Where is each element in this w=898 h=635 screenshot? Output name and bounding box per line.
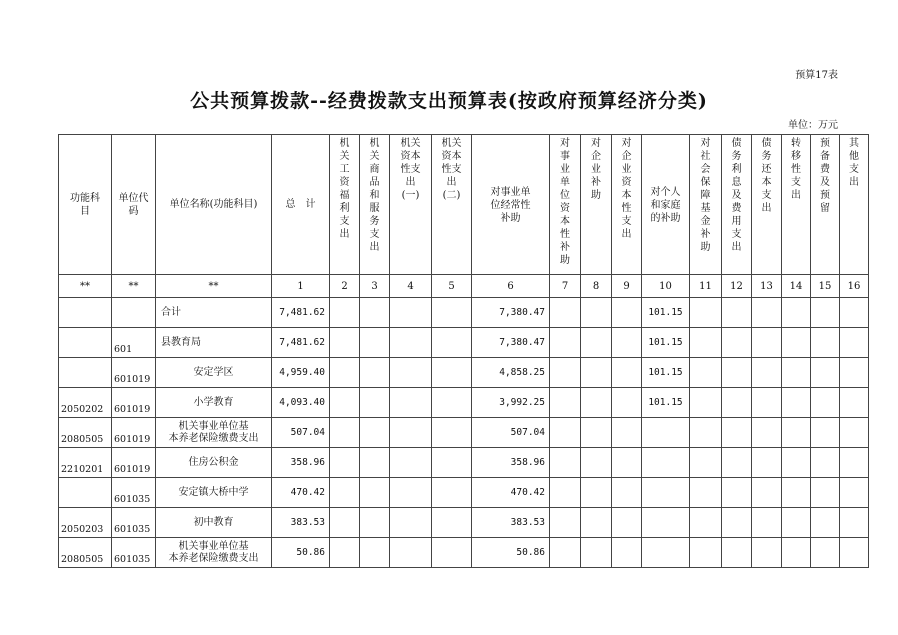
empty-cell — [782, 358, 811, 388]
empty-cell — [330, 478, 360, 508]
column-header: 转 移 性 支 出 — [782, 135, 811, 275]
table-row — [59, 448, 869, 478]
unit-code-cell: 601019 — [112, 448, 156, 478]
empty-cell — [690, 328, 722, 358]
column-header: 对事业单 位经常性 补助 — [472, 135, 550, 275]
empty-cell — [330, 358, 360, 388]
empty-cell — [722, 478, 752, 508]
total-cell: 7,481.62 — [272, 328, 330, 358]
index-cell: 2 — [330, 275, 360, 298]
empty-cell — [390, 538, 432, 568]
empty-cell — [550, 538, 581, 568]
col-10-cell — [642, 478, 690, 508]
empty-cell — [360, 478, 390, 508]
column-header: 债 务 还 本 支 出 — [752, 135, 782, 275]
col-10-cell: 101.15 — [642, 358, 690, 388]
empty-cell — [722, 358, 752, 388]
empty-cell — [550, 478, 581, 508]
unit-code-cell: 601019 — [112, 358, 156, 388]
empty-cell — [581, 358, 612, 388]
index-cell: 9 — [612, 275, 642, 298]
empty-cell — [432, 358, 472, 388]
column-header: 机 关 工 资 福 利 支 出 — [330, 135, 360, 275]
col-6-cell: 4,858.25 — [472, 358, 550, 388]
empty-cell — [390, 298, 432, 328]
col-6-cell: 383.53 — [472, 508, 550, 538]
empty-cell — [752, 388, 782, 418]
column-header: 机关 资本 性支 出 (二) — [432, 135, 472, 275]
function-code-cell — [59, 328, 112, 358]
index-cell: 7 — [550, 275, 581, 298]
unit-name-cell: 县教育局 — [156, 328, 272, 358]
function-code-cell — [59, 478, 112, 508]
table-row — [59, 478, 869, 508]
empty-cell — [782, 298, 811, 328]
empty-cell — [612, 508, 642, 538]
col-10-cell — [642, 538, 690, 568]
empty-cell — [550, 508, 581, 538]
empty-cell — [432, 448, 472, 478]
empty-cell — [360, 388, 390, 418]
empty-cell — [612, 478, 642, 508]
unit-name-cell: 住房公积金 — [156, 448, 272, 478]
col-6-cell: 3,992.25 — [472, 388, 550, 418]
col-10-cell: 101.15 — [642, 298, 690, 328]
col-10-cell — [642, 448, 690, 478]
empty-cell — [550, 448, 581, 478]
index-cell: 3 — [360, 275, 390, 298]
unit-name-cell: 机关事业单位基 本养老保险缴费支出 — [156, 418, 272, 448]
col-6-cell: 50.86 — [472, 538, 550, 568]
empty-cell — [840, 508, 869, 538]
empty-cell — [581, 388, 612, 418]
empty-cell — [752, 478, 782, 508]
function-code-cell: 2080505 — [59, 538, 112, 568]
index-cell: 12 — [722, 275, 752, 298]
empty-cell — [550, 328, 581, 358]
empty-cell — [360, 298, 390, 328]
empty-cell — [782, 508, 811, 538]
empty-cell — [550, 418, 581, 448]
unit-name-cell: 小学教育 — [156, 388, 272, 418]
page-title: 公共预算拨款--经费拨款支出预算表(按政府预算经济分类) — [190, 90, 708, 112]
empty-cell — [612, 388, 642, 418]
empty-cell — [330, 388, 360, 418]
function-code-cell: 2050202 — [59, 388, 112, 418]
table-row — [59, 358, 869, 388]
empty-cell — [840, 358, 869, 388]
empty-cell — [690, 298, 722, 328]
empty-cell — [840, 478, 869, 508]
empty-cell — [811, 328, 840, 358]
empty-cell — [390, 508, 432, 538]
function-code-cell — [59, 298, 112, 328]
empty-cell — [432, 388, 472, 418]
unit-name-cell: 安定学区 — [156, 358, 272, 388]
column-header: 总 计 — [272, 135, 330, 275]
index-cell: ** — [112, 275, 156, 298]
empty-cell — [330, 298, 360, 328]
index-cell: 4 — [390, 275, 432, 298]
empty-cell — [752, 418, 782, 448]
table-row — [59, 388, 869, 418]
empty-cell — [330, 418, 360, 448]
column-header: 预 备 费 及 预 留 — [811, 135, 840, 275]
unit-label: 单位：万元 — [788, 120, 838, 131]
unit-name-cell: 机关事业单位基 本养老保险缴费支出 — [156, 538, 272, 568]
empty-cell — [432, 328, 472, 358]
empty-cell — [612, 328, 642, 358]
column-header: 对 企 业 补 助 — [581, 135, 612, 275]
empty-cell — [840, 538, 869, 568]
empty-cell — [752, 298, 782, 328]
empty-cell — [330, 448, 360, 478]
empty-cell — [581, 478, 612, 508]
index-cell: 1 — [272, 275, 330, 298]
column-header: 机关 资本 性支 出 (一) — [390, 135, 432, 275]
empty-cell — [752, 538, 782, 568]
empty-cell — [432, 538, 472, 568]
unit-code-cell: 601019 — [112, 418, 156, 448]
empty-cell — [811, 388, 840, 418]
empty-cell — [690, 358, 722, 388]
col-6-cell: 507.04 — [472, 418, 550, 448]
empty-cell — [690, 388, 722, 418]
empty-cell — [811, 298, 840, 328]
empty-cell — [840, 298, 869, 328]
empty-cell — [811, 478, 840, 508]
empty-cell — [581, 448, 612, 478]
index-cell: ** — [59, 275, 112, 298]
empty-cell — [581, 418, 612, 448]
col-10-cell: 101.15 — [642, 328, 690, 358]
function-code-cell: 2210201 — [59, 448, 112, 478]
column-header: 单位代 码 — [112, 135, 156, 275]
total-cell: 4,093.40 — [272, 388, 330, 418]
empty-cell — [360, 418, 390, 448]
total-cell: 7,481.62 — [272, 298, 330, 328]
table-row — [59, 418, 869, 448]
table-row — [59, 538, 869, 568]
total-cell: 470.42 — [272, 478, 330, 508]
total-cell: 507.04 — [272, 418, 330, 448]
column-header: 其 他 支 出 — [840, 135, 869, 275]
empty-cell — [690, 508, 722, 538]
table-row — [59, 508, 869, 538]
empty-cell — [390, 388, 432, 418]
total-cell: 358.96 — [272, 448, 330, 478]
unit-code-cell: 601035 — [112, 478, 156, 508]
empty-cell — [722, 538, 752, 568]
empty-cell — [612, 538, 642, 568]
empty-cell — [722, 418, 752, 448]
empty-cell — [330, 538, 360, 568]
column-header: 对 社 会 保 障 基 金 补 助 — [690, 135, 722, 275]
function-code-cell: 2050203 — [59, 508, 112, 538]
index-cell: 6 — [472, 275, 550, 298]
empty-cell — [690, 418, 722, 448]
empty-cell — [390, 478, 432, 508]
form-number: 预算17表 — [795, 70, 838, 81]
column-header: 对 企 业 资 本 性 支 出 — [612, 135, 642, 275]
empty-cell — [752, 328, 782, 358]
empty-cell — [782, 478, 811, 508]
unit-name-cell: 安定镇大桥中学 — [156, 478, 272, 508]
unit-code-cell: 601 — [112, 328, 156, 358]
empty-cell — [840, 328, 869, 358]
column-header: 功能科 目 — [59, 135, 112, 275]
empty-cell — [752, 358, 782, 388]
index-cell: 10 — [642, 275, 690, 298]
empty-cell — [722, 388, 752, 418]
table-row — [59, 328, 869, 358]
empty-cell — [612, 358, 642, 388]
total-cell: 50.86 — [272, 538, 330, 568]
empty-cell — [722, 508, 752, 538]
empty-cell — [360, 328, 390, 358]
col-10-cell: 101.15 — [642, 388, 690, 418]
empty-cell — [690, 448, 722, 478]
empty-cell — [432, 478, 472, 508]
empty-cell — [782, 448, 811, 478]
empty-cell — [722, 298, 752, 328]
col-6-cell: 7,380.47 — [472, 298, 550, 328]
empty-cell — [811, 538, 840, 568]
empty-cell — [782, 538, 811, 568]
index-cell: 16 — [840, 275, 869, 298]
empty-cell — [581, 328, 612, 358]
col-10-cell — [642, 418, 690, 448]
table-row — [59, 298, 869, 328]
empty-cell — [432, 298, 472, 328]
empty-cell — [550, 388, 581, 418]
empty-cell — [581, 508, 612, 538]
empty-cell — [550, 298, 581, 328]
empty-cell — [782, 418, 811, 448]
index-row — [59, 275, 869, 298]
index-cell: ** — [156, 275, 272, 298]
budget-table — [58, 134, 869, 568]
function-code-cell: 2080505 — [59, 418, 112, 448]
empty-cell — [581, 538, 612, 568]
empty-cell — [360, 448, 390, 478]
unit-code-cell: 601035 — [112, 508, 156, 538]
column-header: 机 关 商 品 和 服 务 支 出 — [360, 135, 390, 275]
empty-cell — [811, 418, 840, 448]
col-10-cell — [642, 508, 690, 538]
index-cell: 5 — [432, 275, 472, 298]
unit-name-cell: 初中教育 — [156, 508, 272, 538]
index-cell: 14 — [782, 275, 811, 298]
unit-name-cell: 合计 — [156, 298, 272, 328]
unit-code-cell — [112, 298, 156, 328]
empty-cell — [811, 448, 840, 478]
empty-cell — [390, 328, 432, 358]
empty-cell — [840, 448, 869, 478]
empty-cell — [360, 358, 390, 388]
empty-cell — [330, 508, 360, 538]
empty-cell — [330, 328, 360, 358]
empty-cell — [752, 508, 782, 538]
column-header: 单位名称(功能科目) — [156, 135, 272, 275]
empty-cell — [722, 328, 752, 358]
unit-code-cell: 601035 — [112, 538, 156, 568]
empty-cell — [360, 538, 390, 568]
empty-cell — [690, 478, 722, 508]
column-header: 对 事 业 单 位 资 本 性 补 助 — [550, 135, 581, 275]
empty-cell — [782, 328, 811, 358]
index-cell: 13 — [752, 275, 782, 298]
empty-cell — [811, 358, 840, 388]
col-6-cell: 358.96 — [472, 448, 550, 478]
empty-cell — [390, 358, 432, 388]
total-cell: 383.53 — [272, 508, 330, 538]
empty-cell — [840, 388, 869, 418]
column-header: 对个人 和家庭 的补助 — [642, 135, 690, 275]
empty-cell — [550, 358, 581, 388]
col-6-cell: 7,380.47 — [472, 328, 550, 358]
unit-code-cell: 601019 — [112, 388, 156, 418]
empty-cell — [581, 298, 612, 328]
empty-cell — [690, 538, 722, 568]
header-row — [59, 135, 869, 275]
empty-cell — [390, 448, 432, 478]
empty-cell — [612, 298, 642, 328]
empty-cell — [811, 508, 840, 538]
empty-cell — [432, 508, 472, 538]
empty-cell — [612, 418, 642, 448]
total-cell: 4,959.40 — [272, 358, 330, 388]
table-body — [59, 135, 869, 568]
column-header: 债 务 利 息 及 费 用 支 出 — [722, 135, 752, 275]
index-cell: 8 — [581, 275, 612, 298]
empty-cell — [612, 448, 642, 478]
empty-cell — [722, 448, 752, 478]
empty-cell — [360, 508, 390, 538]
empty-cell — [782, 388, 811, 418]
index-cell: 11 — [690, 275, 722, 298]
empty-cell — [390, 418, 432, 448]
col-6-cell: 470.42 — [472, 478, 550, 508]
empty-cell — [840, 418, 869, 448]
function-code-cell — [59, 358, 112, 388]
empty-cell — [432, 418, 472, 448]
index-cell: 15 — [811, 275, 840, 298]
empty-cell — [752, 448, 782, 478]
